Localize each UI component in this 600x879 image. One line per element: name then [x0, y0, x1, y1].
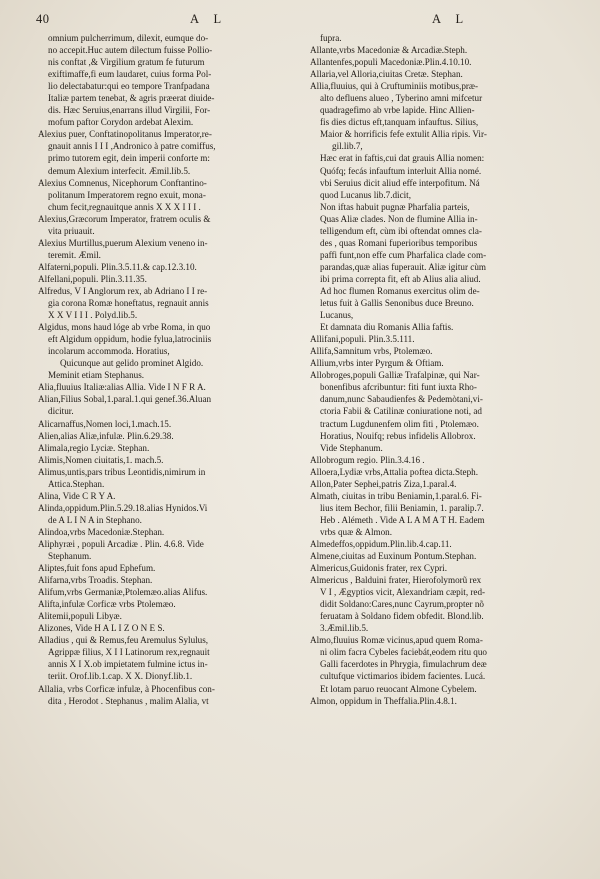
left-column-line: chum fecit,regnauitque annis X X X I I I . — [48, 201, 201, 212]
right-column-line: Allium,vrbs inter Pyrgum & Oftiam. — [310, 358, 444, 369]
left-column-line: Allalia, vrbs Corficæ infulæ, à Phocenfibus con- — [38, 683, 215, 694]
left-column-line: teriit. Orof.lib.1.cap. X X. Dionyf.lib.1. — [48, 671, 193, 682]
right-column-line: Galli facerdotes in Phrygia, fimulachrum deæ — [320, 659, 487, 670]
right-column-line: telligendum eft, cùm ibi oftendat omnes cla- — [320, 225, 482, 236]
left-column-line: Stephanum. — [48, 551, 92, 562]
right-column-line: Allifa,Samnitum vrbs, Ptolemæo. — [310, 346, 433, 357]
left-column-line: de A L I N A in Stephano. — [48, 514, 142, 525]
left-column-line: Alina, Vide C R Y A. — [38, 490, 116, 501]
left-column-line: Alimis,Nomen ciuitatis,1. mach.5. — [38, 454, 164, 465]
left-column-line: Alifta,infulæ Corficæ vrbs Ptolemæo. — [38, 599, 176, 610]
right-column-line: V I , Ægyptios vicit, Alexandriam cæpit, red- — [320, 587, 486, 598]
right-column-line: Allantenfes,populi Macedoniæ.Plin.4.10.10. — [310, 57, 472, 68]
left-column-line: Alexius puer, Conftatinopolitanus Imperator,re- — [38, 129, 212, 140]
left-column-line: dita , Herodot . Stephanus , malim Alalia, vt — [48, 695, 209, 706]
right-column-line: Hæc erat in faftis,cui dat grauis Allia nomen: — [320, 153, 485, 164]
right-column-line: Allia,fluuius, qui à Cruftuminiis motibus,præ- — [310, 81, 479, 92]
left-column-line: eft Algidum oppidum, hodie fylua,latrociniis — [48, 334, 212, 345]
left-column-line: Italiæ partem tenebat, & agris præerat diuide- — [48, 93, 215, 104]
left-column-line: Alexius,Græcorum Imperator, fratrem oculis & — [38, 213, 211, 224]
right-column-line: ctoria Fabii & Catilinæ coniuratione noti, ad — [320, 406, 482, 417]
left-column-line: Algidus, mons haud lóge ab vrbe Roma, in quo — [38, 322, 211, 333]
right-column-line: Almon, oppidum in Theffalia.Plin.4.8.1. — [310, 695, 457, 706]
left-column-line: Alladius , qui & Remus,feu Aremulus Sylulus, — [38, 635, 209, 646]
left-column-line: Meminit etiam Stephanus. — [48, 370, 145, 381]
left-column-line: Alien,alias Aliæ,infulæ. Plin.6.29.38. — [38, 430, 174, 441]
right-column-line: Maior & horrificis fefe extulit Allia ripis. Vir- — [320, 129, 487, 140]
left-column-line: Alindoa,vrbs Macedoniæ.Stephan. — [38, 526, 165, 537]
left-column-line: Alexius Murtillus,puerum Alexium veneno in- — [38, 237, 208, 248]
right-column-line: Lucanus, — [320, 310, 354, 321]
right-column-line: Et lotam paruo reuocant Almone Cybelem. — [320, 683, 477, 694]
left-column-line: Alian,Filius Sobal,1.paral.1.qui genef.36.Aluan — [38, 394, 212, 405]
left-column — [38, 32, 300, 707]
left-column-line: Alizones, Vide H A L I Z O N E S. — [38, 623, 165, 634]
right-column-line: 3.Æmil.lib.5. — [320, 623, 369, 634]
left-column-line: dis. Hæc Seruius,enarrans illud Virgilii, For- — [48, 105, 211, 116]
right-column-line: paffi funt,non effe cum Pharfalica clade com- — [320, 249, 487, 260]
right-column-line: Almo,fluuius Romæ vicinus,apud quem Roma- — [310, 635, 483, 646]
right-column-line: Alloera,Lydiæ vrbs,Attalia poftea dicta.Steph. — [310, 466, 479, 477]
right-column-line: didit Soldano:Cares,nunc Cayrum,propter nõ — [320, 599, 484, 610]
right-column-line: Almericus,Guidonis frater, rex Cypri. — [310, 563, 447, 574]
right-column-line: lius item Bechor, filii Beniamin, 1. paralip.7. — [320, 502, 484, 513]
right-column-line: des , quas Romani fuperioribus temporibus — [320, 237, 478, 248]
left-column-line: exiftimaffe,fi eum laudaret, cuius forma Pol- — [48, 69, 212, 80]
running-head-right: A L — [432, 12, 470, 26]
right-column-line: Vide Stephanum. — [320, 442, 383, 453]
right-column-line: vrbs quæ & Almon. — [320, 526, 392, 537]
right-column-line: Almedeffos,oppidum.Plin.lib.4.cap.11. — [310, 538, 452, 549]
left-column-line: politanum Imperatorem regno exuit, mona- — [48, 189, 206, 200]
left-column-line: gnauit annis I I I ,Andronico à patre comiffus, — [48, 141, 216, 152]
right-column-line: Non iftas habuit pugnæ Pharfalia parteis, — [320, 201, 470, 212]
right-column-line: ni olim facra Cybeles faciebát,eodem ritu quo — [320, 647, 487, 658]
right-column-line: fis dies dictus eft,tanquam infauftus. Silius, — [320, 117, 479, 128]
left-column-line: Alitemii,populi Libyæ. — [38, 611, 122, 622]
left-column-line: Alfellani,populi. Plin.3.11.35. — [38, 273, 147, 284]
right-column-line: ibi prima correpta fit, eft ab Alius alia aliud. — [320, 273, 481, 284]
left-column-line: lio delectabatur:qui eo tempore Tranfpadana — [48, 81, 210, 92]
page-number: 40 — [36, 12, 50, 26]
left-column-line: mofum paftor Corydon ardebat Alexim. — [48, 117, 194, 128]
left-column-line: dicitur. — [48, 406, 74, 417]
left-column-line: Aliptes,fuit fons apud Ephefum. — [38, 563, 156, 574]
right-column-line: Allaria,vel Alloria,ciuitas Cretæ. Stephan. — [310, 69, 463, 80]
left-column-line: Alifarna,vrbs Troadis. Stephan. — [38, 575, 153, 586]
right-column-line: Et damnata diu Romanis Allia faftis. — [320, 322, 454, 333]
right-column-line: feruatam à Soldano fidem obfedit. Blond.lib. — [320, 611, 484, 622]
left-column-line: annis X I X.ob impietatem fulmine ictus in- — [48, 659, 208, 670]
left-column-line: omnium pulcherrimum, dilexit, eumque do- — [48, 33, 209, 43]
right-column-line: bonenfibus afcribuntur: fiti funt iuxta Rho- — [320, 382, 477, 393]
right-column-line: Almene,ciuitas ad Euxinum Pontum.Stephan. — [310, 551, 477, 562]
right-column-line: Allifani,populi. Plin.3.5.111. — [310, 334, 415, 345]
right-column-line: quadragefimo ab vrbe lapide. Hinc Allien- — [320, 105, 475, 116]
right-column-line: tractum Lugdunenfem olim fiti , Ptolemæo. — [320, 418, 479, 429]
right-column-line: Horatius, Nouifq; rebus infidelis Allobrox. — [320, 430, 476, 441]
right-column-line: Quófq; fecás infauftum interluit Allia nomé. — [320, 165, 482, 176]
right-column-line: cultufque victimarios ibidem facientes. Lucá. — [320, 671, 486, 682]
left-column-line: Alimus,untis,pars tribus Leontidis,nimirum in — [38, 466, 206, 477]
left-column-line: primo tutorem egit, dein imperii conforte m: — [48, 153, 210, 164]
left-column-line: X X V I I I . Polyd.lib.5. — [48, 310, 138, 321]
right-column-line: Quas Aliæ clades. Non de flumine Allia in- — [320, 213, 478, 224]
left-column-line: Alinda,oppidum.Plin.5.29.18.alias Hynidos.Vi — [38, 502, 208, 513]
right-column-line: quod Lucanus lib.7.dicit, — [320, 189, 411, 200]
left-column-line: Agrippæ filius, X I I Latinorum rex,regnauit — [48, 647, 210, 658]
left-column-line: Alfredus, V I Anglorum rex, ab Adriano I I re- — [38, 285, 208, 296]
left-column-line: Attica.Stephan. — [48, 478, 105, 489]
right-column-line: Allante,vrbs Macedoniæ & Arcadiæ.Steph. — [310, 45, 468, 56]
left-column-line: vita priuauit. — [48, 225, 95, 236]
right-column-line: alto defluens alueo , Tyberino amni mifcetur — [320, 93, 483, 104]
right-column-line: Heb . Alémeth . Vide A L A M A T H. Eadem — [320, 514, 485, 525]
left-column-line: nis conftat ,& Virgilium gratum fe futurum — [48, 57, 205, 68]
left-column-line: Alicarnaffus,Nomen loci,1.mach.15. — [38, 418, 172, 429]
right-column-line: danum,nunc Sabaudienfes & Pedemòtani,vi- — [320, 394, 483, 405]
left-column-line: Alimala,regio Lyciæ. Stephan. — [38, 442, 150, 453]
right-column-line: parandas,quæ alias fuperauit. Aliæ igitur cùm — [320, 261, 486, 272]
left-column-line: Alia,fluuius Italiæ:alias Allia. Vide I N F R A. — [38, 382, 206, 393]
right-column-line: Allon,Pater Sephei,patris Ziza,1.paral.4. — [310, 478, 457, 489]
right-column-line: vbi Seruius dicit aliud effe interpofitum. Ná — [320, 177, 480, 188]
right-column-line: Ad hoc flumen Romanus exercitus olim de- — [320, 285, 480, 296]
right-column-line: Allobroges,populi Galliæ Trafalpinæ, qui Nar- — [310, 370, 480, 381]
left-column-line: no accepit.Huc autem dilectum fuisse Pollio- — [48, 45, 213, 56]
right-column-line: gil.lib.7, — [332, 141, 363, 152]
right-column-line: letus fuit à Gallis Senonibus duce Breuno. — [320, 298, 474, 309]
right-column-line: fupra. — [320, 33, 342, 43]
left-column-line: demum Alexium interfecit. Æmil.lib.5. — [48, 165, 191, 176]
right-column-line: Almath, ciuitas in tribu Beniamin,1.paral.6. Fi- — [310, 490, 482, 501]
left-column-line: teremit. Æmil. — [48, 249, 101, 260]
right-column-line: Allobrogum regio. Plin.3.4.16 . — [310, 454, 425, 465]
left-column-line: Alfaterni,populi. Plin.3.5.11.& cap.12.3.10. — [38, 261, 197, 272]
left-column-line: Alexius Comnenus, Nicephorum Conftantino- — [38, 177, 207, 188]
running-head-left: A L — [190, 12, 228, 26]
right-column-line: Almericus , Balduini frater, Hierofolymorũ rex — [310, 575, 482, 586]
left-column-line: Alifum,vrbs Germaniæ,Ptolemæo.alias Alifus. — [38, 587, 208, 598]
left-column-line: Quicunque aut gelido prominet Algido. — [60, 358, 204, 369]
right-column — [310, 32, 576, 707]
left-column-line: incolarum accommoda. Horatius, — [48, 346, 170, 357]
left-column-line: gia corona Romæ honeftatus, regnauit annis — [48, 298, 209, 309]
left-column-line: Aliphyræi , populi Arcadiæ . Plin. 4.6.8. Vide — [38, 538, 204, 549]
